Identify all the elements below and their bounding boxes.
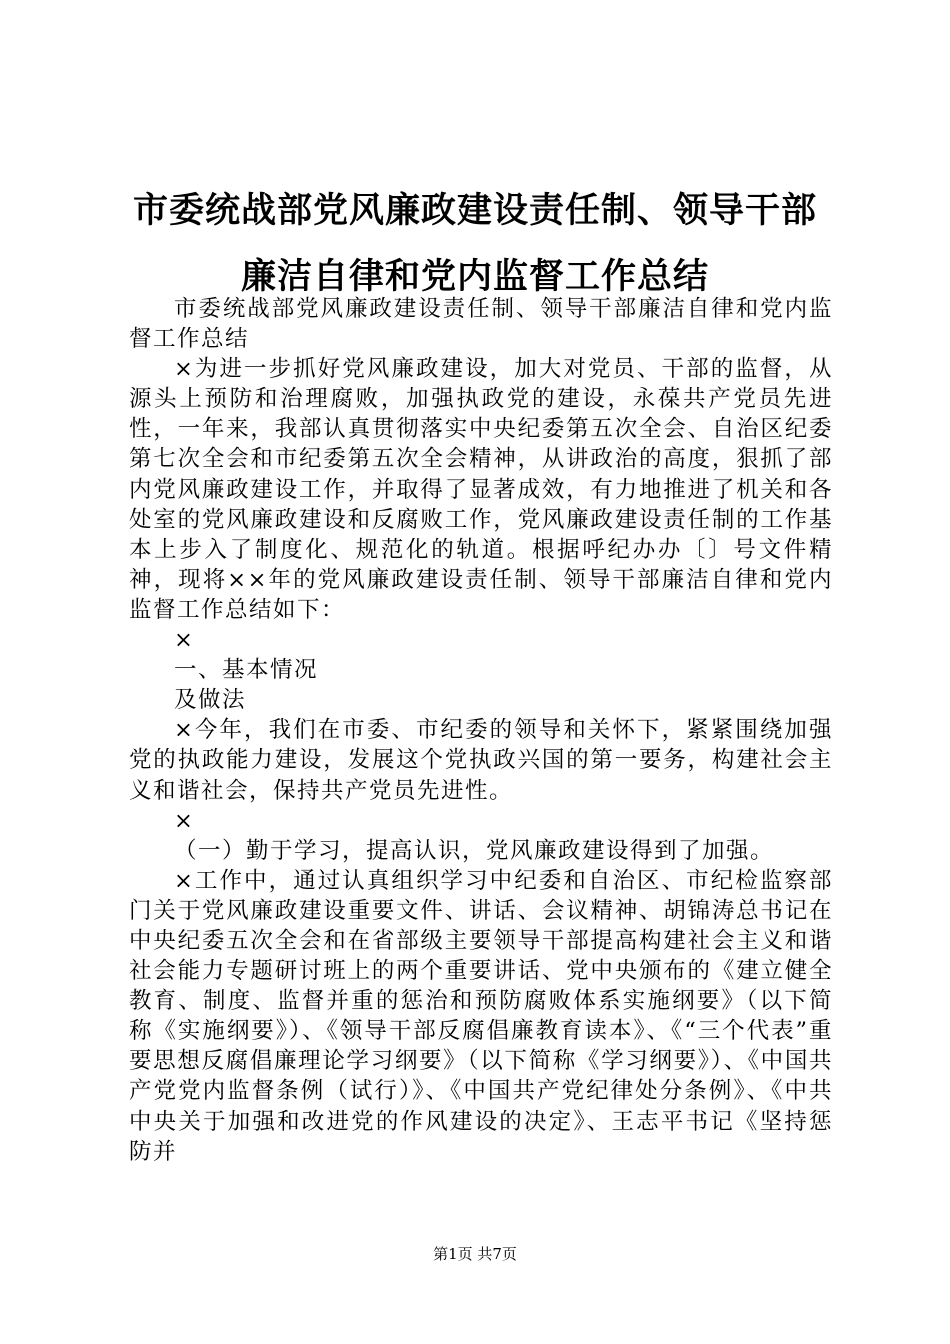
section-heading: 一、基本情况 [174, 657, 319, 684]
document-title: 市委统战部党风廉政建设责任制、领导干部廉洁自律和党内监督工作总结 [132, 190, 817, 297]
paragraph: ×为进一步抓好党风廉政建设，加大对党员、干部的监督，从源头上预防和治理腐败，加强执政党的建设，永葆共产党员先进性，一年来，我部认真贯彻落实中央纪委第五次全会、自治区纪委第七次全会和市纪委第五次全会精神，从讲政治的高度，狠抓了部内党风廉政建设工作，并取得了显著成效，有力地推进了机关和各处室的党风廉政建设和反腐败工作，党风廉政建设责任制的工作基本上步入了制度化、规范化的轨道。根据呼纪办办〔〕号文件精神，现将××年的党风廉政建设责任制、领导干部廉洁自律和党内监督工作总结如下： [129, 356, 833, 623]
paragraph: 及做法 [174, 687, 247, 714]
paragraph: × [174, 627, 195, 654]
paragraph: ×今年，我们在市委、市纪委的领导和关怀下，紧紧围绕加强党的执政能力建设，发展这个党执政兴国的第一要务，构建社会主义和谐社会，保持共产党员先进性。 [129, 717, 833, 804]
document-body [129, 294, 833, 1167]
paragraph: × [174, 807, 195, 834]
page-footer: 第1页 共7页 [433, 1245, 517, 1263]
paragraph: ×工作中，通过认真组织学习中纪委和自治区、市纪检监察部门关于党风廉政建设重要文件、讲话、会议精神、胡锦涛总书记在中央纪委五次全会和在省部级主要领导干部提高构建社会主义和谐社会能力专题研讨班上的两个重要讲话、党中央颁布的《建立健全教育、制度、监督并重的惩治和预防腐败体系实施纲要》（以下简称《实施纲要》）、《领导干部反腐倡廉教育读本》、《“三个代表”重要思想反腐倡廉理论学习纲要》（以下简称《学习纲要》）、《中国共产党党内监督条例（试行）》、《中国共产党纪律处分条例》、《中共中央关于加强和改进党的作风建设的决定》、王志平书记《坚持惩防并 [129, 867, 833, 1165]
subsection-heading: （一）勤于学习，提高认识，党风廉政建设得到了加强。 [174, 837, 775, 864]
paragraph: 市委统战部党风廉政建设责任制、领导干部廉洁自律和党内监督工作总结 [129, 296, 833, 353]
